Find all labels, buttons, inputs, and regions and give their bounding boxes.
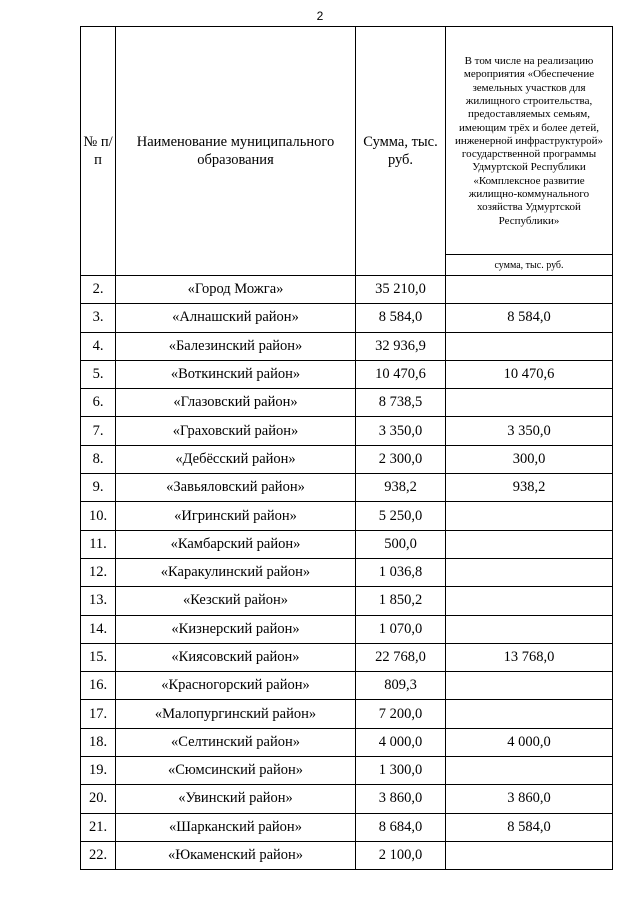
sum-value: 7 200,0 [356, 700, 446, 728]
sum-value: 1 850,2 [356, 587, 446, 615]
program-share-value: 938,2 [446, 474, 613, 502]
table-row [81, 643, 613, 671]
row-number: 20. [81, 785, 116, 813]
table-row [81, 474, 613, 502]
sum-value: 500,0 [356, 530, 446, 558]
header-program-unit: сумма, тыс. руб. [446, 255, 613, 276]
municipality-name: «Дебёсский район» [116, 445, 356, 473]
program-share-value [446, 558, 613, 586]
program-share-value [446, 587, 613, 615]
sum-value: 1 300,0 [356, 757, 446, 785]
table-row [81, 558, 613, 586]
header-sum: Сумма, тыс. руб. [356, 27, 446, 276]
sum-value: 4 000,0 [356, 728, 446, 756]
row-number: 2. [81, 276, 116, 304]
sum-value: 2 300,0 [356, 445, 446, 473]
municipality-name: «Увинский район» [116, 785, 356, 813]
row-number: 8. [81, 445, 116, 473]
table-row [81, 332, 613, 360]
municipality-name: «Глазовский район» [116, 389, 356, 417]
sum-value: 5 250,0 [356, 502, 446, 530]
row-number: 5. [81, 360, 116, 388]
row-number: 18. [81, 728, 116, 756]
table-row [81, 417, 613, 445]
program-share-value [446, 841, 613, 869]
sum-value: 2 100,0 [356, 841, 446, 869]
sum-value: 8 684,0 [356, 813, 446, 841]
program-share-value: 13 768,0 [446, 643, 613, 671]
program-share-value [446, 757, 613, 785]
allocation-table [80, 26, 613, 870]
program-share-value [446, 332, 613, 360]
sum-value: 1 036,8 [356, 558, 446, 586]
row-number: 6. [81, 389, 116, 417]
municipality-name: «Красногорский район» [116, 672, 356, 700]
row-number: 14. [81, 615, 116, 643]
table-row [81, 615, 613, 643]
municipality-name: «Юкаменский район» [116, 841, 356, 869]
program-share-value: 8 584,0 [446, 304, 613, 332]
municipality-name: «Шарканский район» [116, 813, 356, 841]
municipality-name: «Воткинский район» [116, 360, 356, 388]
municipality-name: «Город Можга» [116, 276, 356, 304]
program-share-value [446, 276, 613, 304]
row-number: 16. [81, 672, 116, 700]
municipality-name: «Граховский район» [116, 417, 356, 445]
table-row [81, 445, 613, 473]
program-share-value [446, 700, 613, 728]
row-number: 22. [81, 841, 116, 869]
sum-value: 22 768,0 [356, 643, 446, 671]
program-share-value [446, 672, 613, 700]
municipality-name: «Кезский район» [116, 587, 356, 615]
program-share-value: 4 000,0 [446, 728, 613, 756]
row-number: 3. [81, 304, 116, 332]
sum-value: 8 738,5 [356, 389, 446, 417]
table-body [81, 276, 613, 870]
program-share-value: 8 584,0 [446, 813, 613, 841]
table-row [81, 672, 613, 700]
program-share-value [446, 615, 613, 643]
table-row [81, 813, 613, 841]
municipality-name: «Завьяловский район» [116, 474, 356, 502]
program-share-value: 3 350,0 [446, 417, 613, 445]
municipality-name: «Малопургинский район» [116, 700, 356, 728]
municipality-name: «Селтинский район» [116, 728, 356, 756]
row-number: 10. [81, 502, 116, 530]
municipality-name: «Камбарский район» [116, 530, 356, 558]
municipality-name: «Балезинский район» [116, 332, 356, 360]
table-row [81, 360, 613, 388]
row-number: 15. [81, 643, 116, 671]
table-row [81, 502, 613, 530]
sum-value: 1 070,0 [356, 615, 446, 643]
row-number: 17. [81, 700, 116, 728]
sum-value: 32 936,9 [356, 332, 446, 360]
sum-value: 3 350,0 [356, 417, 446, 445]
header-municipality: Наименование муниципального образования [116, 27, 356, 276]
municipality-name: «Киясовский район» [116, 643, 356, 671]
table-row [81, 587, 613, 615]
sum-value: 809,3 [356, 672, 446, 700]
row-number: 19. [81, 757, 116, 785]
program-share-value: 3 860,0 [446, 785, 613, 813]
row-number: 4. [81, 332, 116, 360]
municipality-name: «Сюмсинский район» [116, 757, 356, 785]
program-share-value [446, 530, 613, 558]
table-row [81, 728, 613, 756]
table-row [81, 389, 613, 417]
table-row [81, 841, 613, 869]
page-number: 2 [316, 9, 324, 23]
row-number: 11. [81, 530, 116, 558]
program-share-value [446, 502, 613, 530]
table-row [81, 757, 613, 785]
row-number: 21. [81, 813, 116, 841]
row-number: 9. [81, 474, 116, 502]
table-row [81, 276, 613, 304]
table-row [81, 530, 613, 558]
program-share-value: 10 470,6 [446, 360, 613, 388]
header-number: № п/п [81, 27, 116, 276]
row-number: 13. [81, 587, 116, 615]
sum-value: 35 210,0 [356, 276, 446, 304]
table-row [81, 700, 613, 728]
sum-value: 3 860,0 [356, 785, 446, 813]
program-share-value [446, 389, 613, 417]
row-number: 7. [81, 417, 116, 445]
row-number: 12. [81, 558, 116, 586]
table-row [81, 304, 613, 332]
table-header-row [81, 27, 613, 255]
sum-value: 8 584,0 [356, 304, 446, 332]
sum-value: 10 470,6 [356, 360, 446, 388]
municipality-name: «Каракулинский район» [116, 558, 356, 586]
table-row [81, 785, 613, 813]
sum-value: 938,2 [356, 474, 446, 502]
program-share-value: 300,0 [446, 445, 613, 473]
municipality-name: «Алнашский район» [116, 304, 356, 332]
municipality-name: «Кизнерский район» [116, 615, 356, 643]
header-program-note: В том числе на реализацию мероприятия «Обеспечение земельных участков для жилищного строительства, предоставляемых семьям, имеющим трёх и более детей, инженерной инфраструктурой» государственной программы Удмуртской Республики «Комплексное развитие жилищно-коммунального хозяйства Удмуртской Республики» [446, 27, 613, 255]
municipality-name: «Игринский район» [116, 502, 356, 530]
